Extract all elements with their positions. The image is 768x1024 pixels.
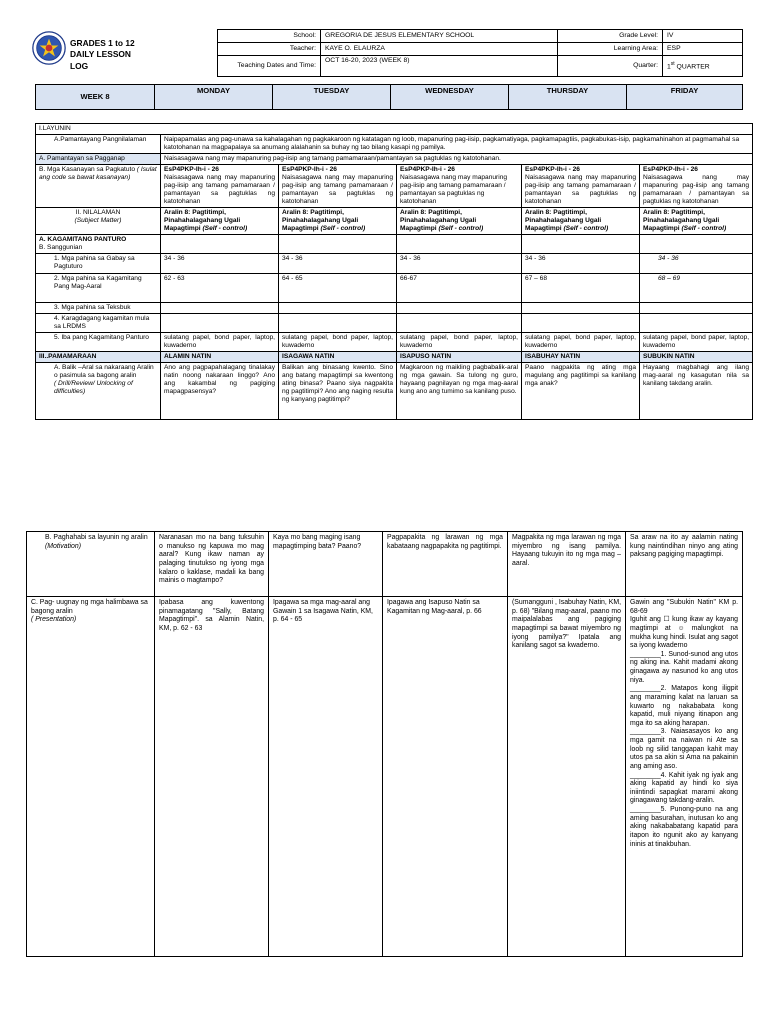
gabay-label: 1. Mga pahina sa Gabay sa Pagtuturo bbox=[36, 254, 161, 273]
kasanayan-tuesday: EsP4PKP-Ih-i - 26 Naisasagawa nang may mapanuring pag-iisip ang tamang pamamaraan / pamantayan sa pagtuklas ng katotohanan bbox=[279, 165, 397, 208]
teacher-value: KAYE O. ELAURZA bbox=[321, 43, 558, 56]
learning-area-label: Learning Area: bbox=[558, 43, 663, 56]
balik-aral-label: A. Balik –Aral sa nakaraang Aralin o pasimula sa bagong aralin ( Drill/Review/ Unlocking of difficulties) bbox=[36, 362, 161, 419]
pamamaraan-wednesday: ISAPUSO NATIN bbox=[397, 351, 522, 362]
week-header-table bbox=[35, 84, 743, 110]
grade-level-value: IV bbox=[663, 30, 743, 43]
iba-wednesday: sulatang papel, bond paper, laptop, kuwaderno bbox=[397, 332, 522, 351]
pamantayan-pagganap-label: A. Pamantayan sa Pagganap bbox=[36, 154, 161, 165]
paghahabi-wednesday: Pagpapakita ng larawan ng mga kabataang nagpapakita ng pagtitimpi. bbox=[383, 532, 508, 597]
balik-tuesday: Balikan ang binasang kwento. Sino ang batang mapagtimpi sa kwentong ating binasa? Paano siya nagpakita ng pagtitimpi? Ano ang naging resulta ng kanyang pagtitimpi? bbox=[279, 362, 397, 419]
day-friday: FRIDAY bbox=[627, 85, 743, 110]
pamamaraan-friday: SUBUKIN NATIN bbox=[640, 351, 753, 362]
dll-brand-title: GRADES 1 to 12 DAILY LESSON LOG bbox=[70, 38, 135, 71]
nilalaman-friday: Aralin 8: Pagtitimpi, Pinahahalagahang Ugali Mapagtimpi (Self - control) bbox=[640, 208, 753, 235]
iba-friday: sulatang papel, bond paper, laptop, kuwaderno bbox=[640, 332, 753, 351]
gabay-wednesday: 34 - 36 bbox=[397, 254, 522, 273]
paghahabi-friday: Sa araw na ito ay aalamin nating kung naintindihan ninyo ang ating paksang pagiging mapagtimpi. bbox=[626, 532, 743, 597]
kasanayan-monday: EsP4PKP-Ih-i - 26 Naisasagawa nang may mapanuring pag-iisip ang tamang pamamaraan / pamantayan sa pagtuklas ng katotohanan bbox=[161, 165, 279, 208]
lesson-log-table bbox=[35, 123, 753, 420]
friday-item: ________2. Matapos kong iligpit ang maraming kalat na laruan sa kuwarto ng nakababata kong kapatid, muli niyang itinapon ang mga ito sa aking harapan. bbox=[630, 685, 738, 727]
deped-seal-logo bbox=[32, 31, 66, 65]
friday-intro: Gawin ang "Subukin Natin" KM p. 68-69 bbox=[630, 599, 738, 615]
kagamitan-label: A. KAGAMITANG PANTURO B. Sanggunian bbox=[36, 235, 161, 254]
paghahabi-tuesday: Kaya mo bang maging isang mapagtimping bata? Paano? bbox=[269, 532, 383, 597]
dates-label: Teaching Dates and Time: bbox=[218, 56, 321, 77]
teacher-label: Teacher: bbox=[218, 43, 321, 56]
nilalaman-monday: Aralin 8: Pagtitimpi, Pinahahalagahang Ugali Mapagtimpi (Self - control) bbox=[161, 208, 279, 235]
friday-item: ________3. Naiasasayos ko ang mga gamit na naiwan ni Ate sa loob ng silid tanggapan kahit may utos pa sa akin si Ama na pakainin ang aming aso. bbox=[630, 728, 738, 770]
pag-uugnay-monday: Ipabasa ang kuwentong pinamagatang "Sally, Batang Mapagtimpi". sa Alamin Natin, KM, p. 62 - 63 bbox=[155, 597, 269, 957]
kasanayan-thursday: EsP4PKP-Ih-i - 26 Naisasagawa nang may mapanuring pag-iisip ang tamang pamamaraan / pamantayan sa pagtuklas ng katotohanan bbox=[522, 165, 640, 208]
grade-level-label: Grade Level: bbox=[558, 30, 663, 43]
iba-tuesday: sulatang papel, bond paper, laptop, kuwaderno bbox=[279, 332, 397, 351]
pamantayan-pagganap-value: Naisasagawa nang may mapanuring pag-iisip ang tamang pamamaraan/pamantayan sa pagtuklas ng katotohanan. bbox=[161, 154, 753, 165]
kagamitang-pang-tuesday: 64 - 65 bbox=[279, 273, 397, 302]
teksbuk-label: 3. Mga pahina sa Teksbuk bbox=[36, 302, 161, 313]
layunin-heading: I.LAYUNIN bbox=[36, 124, 753, 135]
pag-uugnay-thursday: (Sumangguni , Isabuhay Natin, KM, p. 68) "Bilang mag-aaral, paano mo maipalalabas ang pagiging mapagtimpi sa bawat miyembro ng iyong pamilya?" Ipatala ang kanilang sagot sa kwaderno. bbox=[508, 597, 626, 957]
school-label: School: bbox=[218, 30, 321, 43]
pamamaraan-monday: ALAMIN NATIN bbox=[161, 351, 279, 362]
pag-uugnay-friday bbox=[626, 597, 743, 957]
kagamitang-pang-friday: 68 – 69 bbox=[640, 273, 753, 302]
nilalaman-label: II. NILALAMAN (Subject Matter) bbox=[36, 208, 161, 235]
iba-monday: sulatang papel, bond paper, laptop, kuwaderno bbox=[161, 332, 279, 351]
paghahabi-thursday: Magpakita ng mga larawan ng mga miyembro ng isang pamilya. Hayaang tukuyin ito ng mga mag – aaral. bbox=[508, 532, 626, 597]
gabay-friday: 34 - 36 bbox=[640, 254, 753, 273]
quarter-value: 1st QUARTER bbox=[663, 56, 743, 77]
friday-item: ________5. Punong-puno na ang aming basurahan, inutusan ko ang aking nakababatang kapatid para itapon ito ngunit ako ay kanyang ininis at tinakbuhan. bbox=[630, 806, 738, 848]
gabay-thursday: 34 - 36 bbox=[522, 254, 640, 273]
paghahabi-label: B. Paghahabi sa layunin ng aralin (Motivation) bbox=[27, 532, 155, 597]
kasanayan-friday: EsP4PKP-Ih-i - 26 Naisasagawa nang may mapanuring pag-iisip ang tamang pamamaraan / pamantayan sa pagtuklas ng katotohanan bbox=[640, 165, 753, 208]
balik-monday: Ano ang pagpapahalagang tinalakay natin noong nakaraan linggo? Ano ang kakambal ng pagiging mapagpasensya? bbox=[161, 362, 279, 419]
learning-area-value: ESP bbox=[663, 43, 743, 56]
kasanayan-wednesday: EsP4PKP-Ih-i - 26 Naisasagawa nang may mapanuring pag-iisip ang tamang pamamaraan / pamantayan sa pagtuklas ng katotohanan bbox=[397, 165, 522, 208]
pamamaraan-heading: III..PAMAMARAAN bbox=[36, 351, 161, 362]
day-tuesday: TUESDAY bbox=[273, 85, 391, 110]
day-thursday: THURSDAY bbox=[509, 85, 627, 110]
kagamitang-pang-thursday: 67 – 68 bbox=[522, 273, 640, 302]
friday-item: ________4. Kahit iyak ng iyak ang aking kapatid ay hindi ko siya iniintindi sapagkat marami akong ginagawang takdang-aralin. bbox=[630, 771, 738, 805]
dates-value: OCT 16-20, 2023 (WEEK 8) bbox=[321, 56, 558, 77]
pamamaraan-thursday: ISABUHAY NATIN bbox=[522, 351, 640, 362]
week-label: WEEK 8 bbox=[36, 85, 155, 110]
pamamaraan-tuesday: ISAGAWA NATIN bbox=[279, 351, 397, 362]
balik-thursday: Paano nagpakita ng ating mga magulang ang pagtitimpi sa kanilang mga anak? bbox=[522, 362, 640, 419]
day-monday: MONDAY bbox=[155, 85, 273, 110]
pag-uugnay-label: C. Pag- uugnay ng mga halimbawa sa bagong aralin ( Presentation) bbox=[27, 597, 155, 957]
pag-uugnay-wednesday: Ipagawa ang Isapuso Natin sa Kagamitan ng Mag-aaral, p. 66 bbox=[383, 597, 508, 957]
school-value: GREGORIA DE JESUS ELEMENTARY SCHOOL bbox=[321, 30, 558, 43]
header-info-table bbox=[217, 29, 743, 77]
kagamitang-pang-wednesday: 66-67 bbox=[397, 273, 522, 302]
day-wednesday: WEDNESDAY bbox=[391, 85, 509, 110]
lrdms-label: 4. Karagdagang kagamitan mula sa LRDMS bbox=[36, 313, 161, 332]
gabay-tuesday: 34 - 36 bbox=[279, 254, 397, 273]
lesson-log-table-page2 bbox=[26, 531, 743, 957]
kagamitang-pang-monday: 62 - 63 bbox=[161, 273, 279, 302]
paghahabi-monday: Naranasan mo na bang tuksuhin o manukso ng kapuwa mo mag aaral? Kung ikaw naman ay palaging tinutukso ng iyong mga kalaro o kaklase, madali ka bang mainis o magtampo? bbox=[155, 532, 269, 597]
kasanayan-label: B. Mga Kasanayan sa Pagkatuto ( Isulat ang code sa bawat kasanayan) bbox=[36, 165, 161, 208]
pamantayang-pangnilalaman-label: A.Pamantayang Pangnilalaman bbox=[36, 135, 161, 154]
nilalaman-tuesday: Aralin 8: Pagtitimpi, Pinahahalagahang Ugali Mapagtimpi (Self - control) bbox=[279, 208, 397, 235]
pag-uugnay-tuesday: Ipagawa sa mga mag-aaral ang Gawain 1 sa Isagawa Natin, KM, p. 64 - 65 bbox=[269, 597, 383, 957]
friday-instruction: Iguhit ang ☐ kung ikaw ay kayang magtimpi at ☺ malungkot na mukha kung hindi. Isulat ang sagot sa iyong kwaderno bbox=[630, 616, 738, 650]
balik-wednesday: Magkaroon ng maikling pagbabalik-aral ng mga gawain. Sa tulong ng guro, hayaang pagnilayan ng mga mag-aaral kung ano ang tumimo sa kanilang puso. bbox=[397, 362, 522, 419]
nilalaman-thursday: Aralin 8: Pagtitimpi, Pinahahalagahang Ugali Mapagtimpi (Self - control) bbox=[522, 208, 640, 235]
nilalaman-wednesday: Aralin 8: Pagtitimpi, Pinahahalagahang Ugali Mapagtimpi (Self - control) bbox=[397, 208, 522, 235]
iba-pang-kagamitan-label: 5. Iba pang Kagamitang Panturo bbox=[36, 332, 161, 351]
iba-thursday: sulatang papel, bond paper, laptop, kuwaderno bbox=[522, 332, 640, 351]
balik-friday: Hayaang magbahagi ang ilang mag-aaral ng kasagutan nila sa kanilang takdang aralin. bbox=[640, 362, 753, 419]
pamantayang-pangnilalaman-value: Naipapamalas ang pag-unawa sa kahalagahan ng pagkakaroon ng katatagan ng loob, mapanuring pag-iisip, pagkamatiyaga, pagkamapagtiis, pagkabukas-isip, pagkamahinahon at pagmamahal sa katotohanan na magpapalaya sa anumang alalahanin sa buhay ng tao bilang kasapi ng pamilya. bbox=[161, 135, 753, 154]
friday-item: ________1. Sunod-sunod ang utos ng aking ina. Kahit madami akong ginagawa ay nasunod ko ang utos niya. bbox=[630, 650, 738, 684]
gabay-monday: 34 - 36 bbox=[161, 254, 279, 273]
kagamitang-pang-label: 2. Mga pahina sa Kagamitang Pang Mag-Aaral bbox=[36, 273, 161, 302]
quarter-label: Quarter: bbox=[558, 56, 663, 77]
